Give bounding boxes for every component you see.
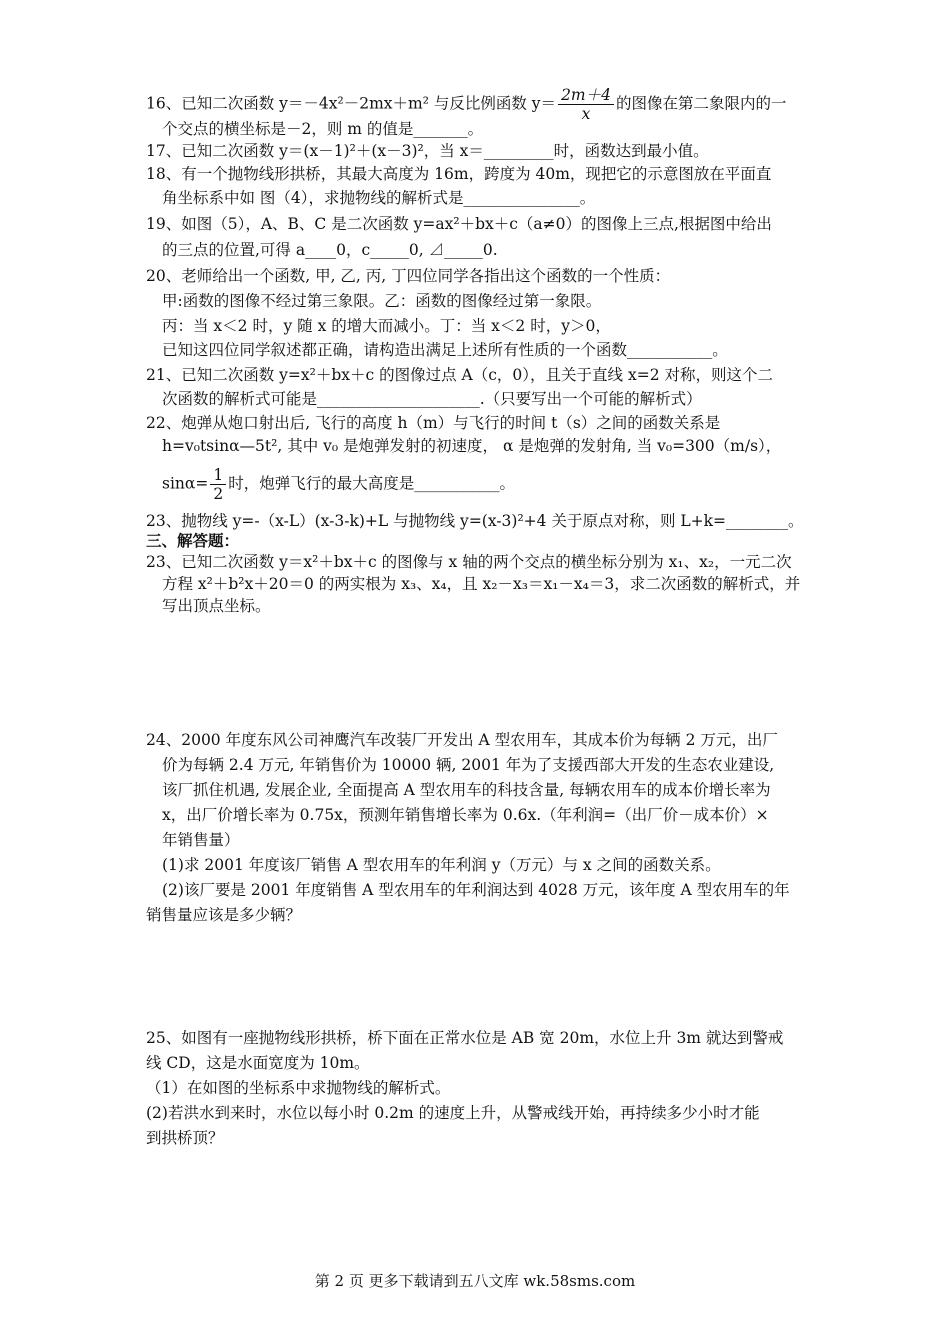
q21-line2: 次函数的解析式可能是_____________________.（只要写出一个可能的解析式） <box>162 390 702 408</box>
q21-line1: 21、已知二次函数 y=x²＋bx＋c 的图像过点 A（c，0），且关于直线 x=2 对称，则这个二 <box>146 366 773 384</box>
q24-line5: 年销售量） <box>162 831 240 849</box>
q16-text-a: 16、已知二次函数 y＝－4x²－2mx＋m² 与反比例函数 y＝ <box>146 94 557 113</box>
q16-fraction <box>558 86 614 123</box>
q18-line1: 18、有一个抛物线形拱桥，其最大高度为 16m，跨度为 40m，现把它的示意图放在平面直 <box>146 165 772 183</box>
q22-line3 <box>162 466 515 503</box>
q23b-line3: 写出顶点坐标。 <box>162 597 271 615</box>
q20-line1: 20、老师给出一个函数, 甲, 乙, 丙, 丁四位同学各指出这个函数的一个性质： <box>146 267 671 285</box>
q20-line4: 已知这四位同学叙述都正确，请构造出满足上述所有性质的一个函数___________。 <box>162 341 728 359</box>
q19-line2: 的三点的位置,可得 a____0，c_____0, ⊿_____0. <box>162 241 498 259</box>
q19-line1: 19、如图（5），A、B、C 是二次函数 y=ax²＋bx＋c（a≠0）的图像上三点,根据图中给出 <box>146 215 772 233</box>
q25-line4: (2)若洪水到来时，水位以每小时 0.2m 的速度上升，从警戒线开始，再持续多少小时才能 <box>146 1104 760 1122</box>
q16-line2: 个交点的横坐标是－2，则 m 的值是_______。 <box>162 120 484 138</box>
q24-line3: 该厂抓住机遇, 发展企业, 全面提高 A 型农用车的科技含量, 每辆农用车的成本价增长率为 <box>162 781 771 799</box>
q20-line3: 丙：当 x＜2 时，y 随 x 的增大而减小。丁：当 x＜2 时，y＞0， <box>162 317 611 335</box>
q24-line4: x，出厂价增长率为 0.75x，预测年销售增长率为 0.6x.（年利润=（出厂价－成本价）× <box>162 806 769 824</box>
q17: 17、已知二次函数 y＝(x－1)²＋(x－3)²，当 x＝_________时，函数达到最小值。 <box>146 142 709 160</box>
q22-line2: h=v₀tsinα—5t², 其中 v₀ 是炮弹发射的初速度， α 是炮弹的发射角, 当 v₀=300（m/s）， <box>162 437 782 455</box>
q25-line1: 25、如图有一座抛物线形拱桥，桥下面在正常水位是 AB 宽 20m，水位上升 3m 就达到警戒 <box>146 1029 784 1047</box>
q16-frac-denominator: x <box>581 105 591 123</box>
q24-line7: (2)该厂要是 2001 年度销售 A 型农用车的年利润达到 4028 万元，该年度 A 型农用车的年 <box>162 881 790 899</box>
q22-line1: 22、炮弹从炮口射出后, 飞行的高度 h（m）与飞行的时间 t（s）之间的函数关系是 <box>146 414 721 432</box>
q22-text-sin: sinα= <box>162 474 209 493</box>
q24-line1: 24、2000 年度东风公司神鹰汽车改装厂开发出 A 型农用车，其成本价为每辆 2 万元，出厂 <box>146 731 778 749</box>
q16-text-b: 的图像在第二象限内的一 <box>615 94 787 113</box>
q23b-line1: 23、已知二次函数 y＝x²＋bx＋c 的图像与 x 轴的两个交点的横坐标分别为 x₁、x₂，一元二次 <box>146 553 792 571</box>
q23b-line2: 方程 x²＋b²x＋20＝0 的两实根为 x₃、x₄，且 x₂－x₃＝x₁－x₄＝3，求二次函数的解析式，并 <box>162 575 801 593</box>
page-footer: 第 2 页 更多下载请到五八文库 wk.58sms.com <box>314 1272 636 1290</box>
q22-text-c2: 时，炮弹飞行的最大高度是___________。 <box>228 474 515 493</box>
q16-line1 <box>146 86 787 123</box>
q24-line2: 价为每辆 2.4 万元, 年销售价为 10000 辆, 2001 年为了支援西部大开发的生态农业建设, <box>162 756 775 774</box>
q24-line6: (1)求 2001 年度该厂销售 A 型农用车的年利润 y（万元）与 x 之间的函数关系。 <box>162 856 721 874</box>
q24-line8: 销售量应该是多少辆？ <box>146 906 302 924</box>
q20-line2: 甲:函数的图像不经过第三象限。乙：函数的图像经过第一象限。 <box>162 292 602 310</box>
q25-line3: （1）在如图的坐标系中求抛物线的解析式。 <box>146 1079 451 1097</box>
q22-frac-denominator: 2 <box>213 485 224 503</box>
q16-frac-numerator: 2m＋4 <box>558 86 614 105</box>
q23: 23、抛物线 y=-（x-L）(x-3-k)+L 与抛物线 y=(x-3)²+4 关于原点对称，则 L+k=________。 <box>146 512 804 530</box>
section-heading: 三、解答题： <box>146 533 240 550</box>
q18-line2: 角坐标系中如 图（4），求抛物线的解析式是_______________。 <box>162 189 596 207</box>
q25-line2: 线 CD，这是水面宽度为 10m。 <box>146 1054 370 1072</box>
q22-frac-numerator: 1 <box>210 466 226 485</box>
q22-fraction <box>210 466 226 503</box>
q25-line5: 到拱桥顶？ <box>146 1129 224 1147</box>
